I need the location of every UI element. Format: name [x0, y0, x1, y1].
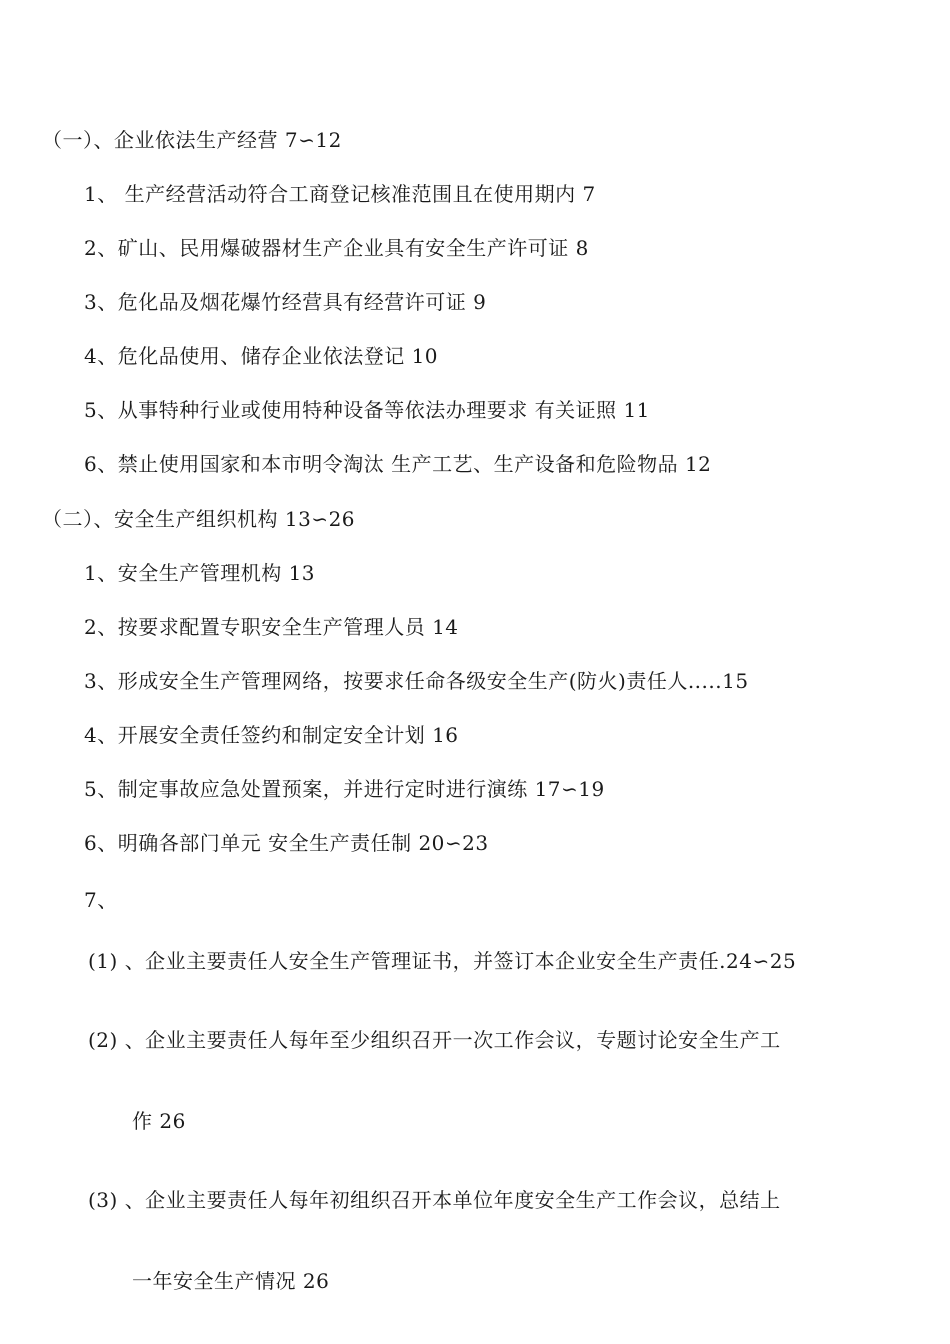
sub-item-2: (2) 、企业主要责任人每年至少组织召开一次工作会议，专题讨论安全生产工	[88, 1028, 781, 1052]
list-item: 2、按要求配置专职安全生产管理人员 14	[84, 615, 459, 639]
list-item: 4、危化品使用、储存企业依法登记 10	[84, 344, 439, 368]
list-item: 6、明确各部门单元 安全生产责任制 20∽23	[84, 831, 489, 855]
list-item: 1、 生产经营活动符合工商登记核准范围且在使用期内 7	[84, 182, 596, 206]
sub-item-3-continuation: 一年安全生产情况 26	[132, 1269, 330, 1293]
list-item: 4、开展安全责任签约和制定安全计划 16	[84, 723, 459, 747]
list-item: 2、矿山、民用爆破器材生产企业具有安全生产许可证 8	[84, 236, 589, 260]
sub-item-3: (3) 、企业主要责任人每年初组织召开本单位年度安全生产工作会议，总结上	[88, 1188, 781, 1212]
list-item: 7、	[84, 888, 118, 912]
list-item: 5、制定事故应急处置预案，并进行定时进行演练 17∽19	[84, 777, 605, 801]
list-item: 3、形成安全生产管理网络，按要求任命各级安全生产(防火)责任人.....15	[84, 669, 749, 693]
list-item: 3、危化品及烟花爆竹经营具有经营许可证 9	[84, 290, 487, 314]
sub-item-1: (1) 、企业主要责任人安全生产管理证书，并签订本企业安全生产责任.24∽25	[88, 949, 797, 973]
sub-item-2-continuation: 作 26	[132, 1109, 186, 1133]
list-item: 5、从事特种行业或使用特种设备等依法办理要求 有关证照 11	[84, 398, 650, 422]
list-item: 1、安全生产管理机构 13	[84, 561, 316, 585]
section-heading-1: （一）、企业依法生产经营 7∽12	[42, 128, 342, 152]
section-heading-2: （二）、安全生产组织机构 13∽26	[42, 507, 356, 531]
list-item: 6、禁止使用国家和本市明令淘汰 生产工艺、生产设备和危险物品 12	[84, 452, 712, 476]
